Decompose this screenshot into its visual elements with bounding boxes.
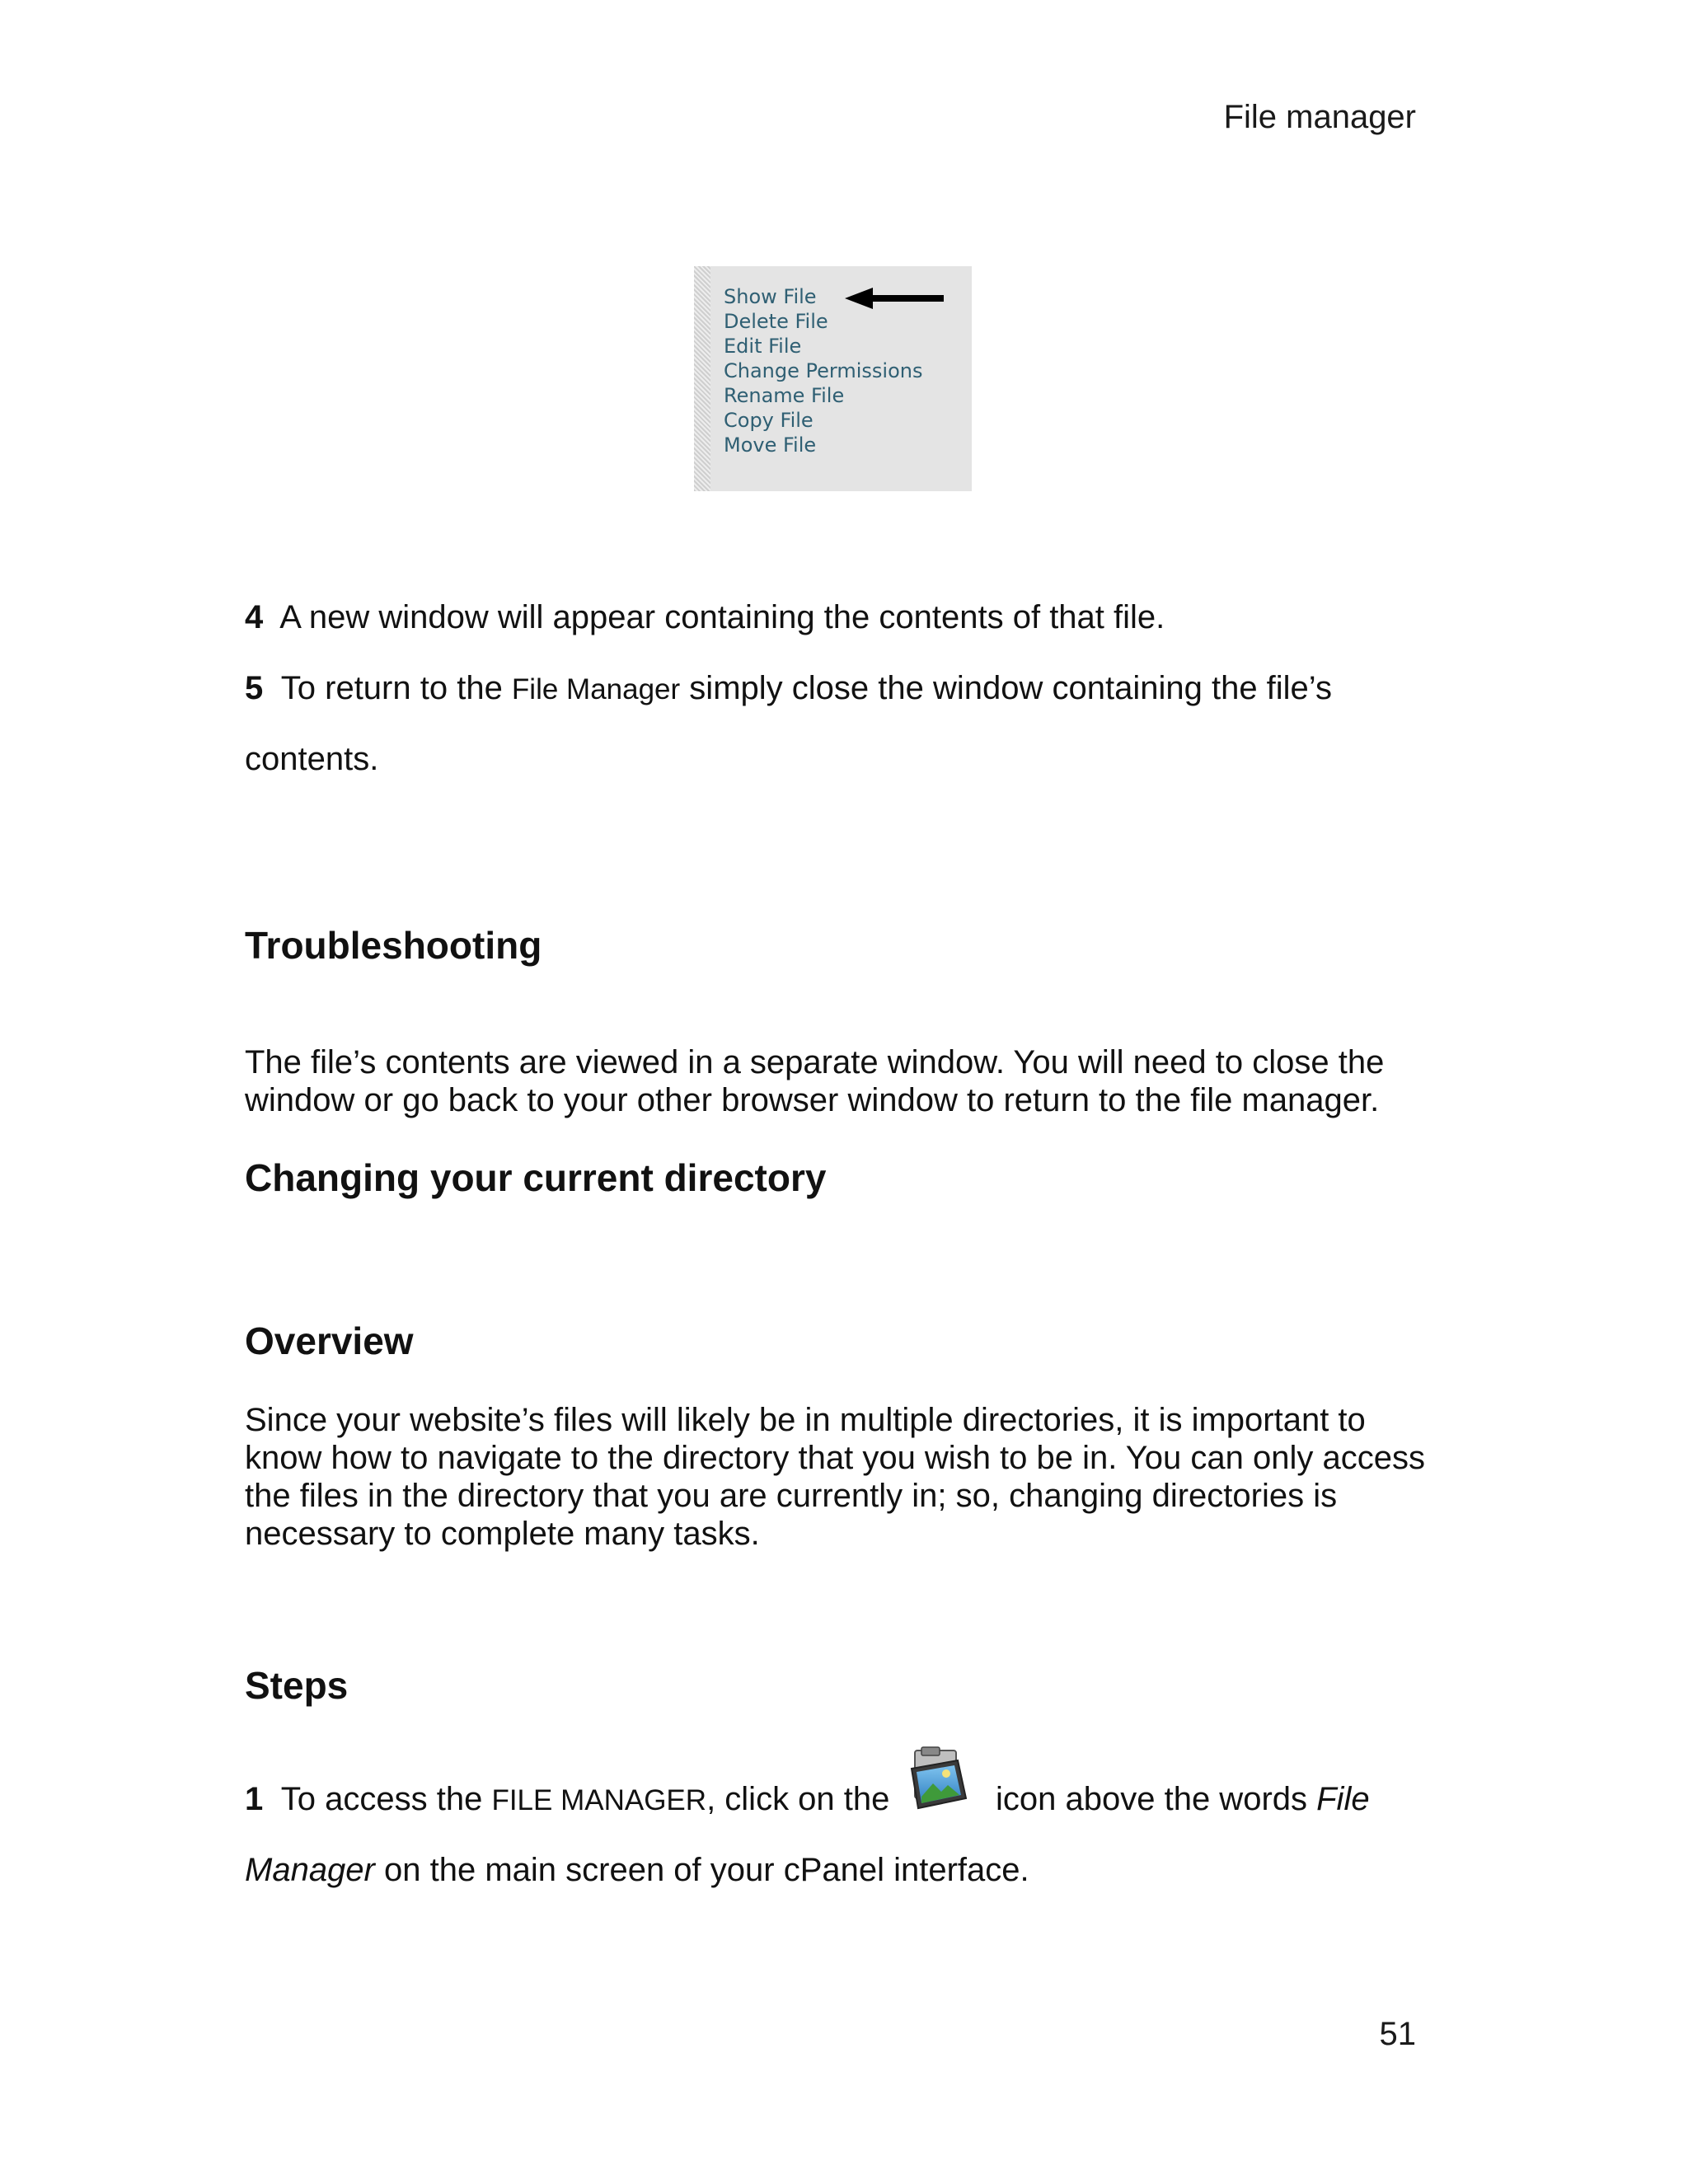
step-1-continued — [245, 1851, 1029, 1889]
troubleshooting-paragraph — [245, 1043, 1448, 1119]
step-5 — [245, 669, 1332, 709]
overview-paragraph — [245, 1401, 1448, 1553]
menu-item-move-file: Move File — [724, 434, 817, 457]
step-text: , click on the — [706, 1781, 890, 1817]
file-manager-term: File Manager — [511, 673, 681, 705]
paragraph-line: The file’s contents are viewed in a separate window. You will need to close the — [245, 1044, 1385, 1080]
overview-heading: Overview — [245, 1319, 414, 1362]
menu-item-delete-file: Delete File — [724, 310, 828, 333]
paragraph-line: know how to navigate to the directory that you wish to be in. You can only access — [245, 1440, 1425, 1476]
menu-item-edit-file: Edit File — [724, 335, 802, 358]
step-5-continued: contents. — [245, 741, 379, 777]
step-4 — [245, 598, 1165, 636]
menu-item-change-permissions: Change Permissions — [724, 359, 923, 382]
file-manager-italic: Manager — [245, 1852, 375, 1888]
steps-heading: Steps — [245, 1664, 349, 1707]
changing-directory-heading: Changing your current directory — [245, 1156, 827, 1199]
step-text: simply close the window containing the file’s — [680, 670, 1332, 706]
paragraph-line: window or go back to your other browser window to return to the file manager. — [245, 1082, 1380, 1118]
file-actions-menu-screenshot — [694, 266, 972, 491]
paragraph-line: necessary to complete many tasks. — [245, 1516, 760, 1552]
paragraph-line: the files in the directory that you are currently in; so, changing directories is — [245, 1478, 1338, 1514]
step-text: on the main screen of your cPanel interface. — [374, 1852, 1029, 1888]
file-manager-italic: File — [1316, 1781, 1370, 1817]
page-number: 51 — [1379, 2016, 1416, 2052]
menu-border-stripe — [694, 266, 710, 491]
running-header: File manager — [1223, 99, 1416, 135]
file-manager-icon — [907, 1746, 971, 1811]
file-manager-term: FILE MANAGER — [491, 1784, 707, 1816]
step-text: icon above the words — [996, 1781, 1317, 1817]
paragraph-line: Since your website’s files will likely be in multiple directories, it is important to — [245, 1402, 1366, 1438]
menu-item-rename-file: Rename File — [724, 384, 845, 407]
step-1 — [245, 1780, 889, 1820]
menu-item-copy-file: Copy File — [724, 409, 814, 432]
troubleshooting-heading: Troubleshooting — [245, 924, 542, 967]
left-arrow-icon — [845, 288, 944, 309]
step-number: 1 — [245, 1781, 264, 1817]
step-text: To access the — [280, 1781, 492, 1817]
menu-item-show-file: Show File — [724, 285, 817, 308]
step-number: 4 — [245, 599, 264, 635]
step-1-after-icon — [996, 1780, 1370, 1818]
step-text: A new window will appear containing the contents of that file. — [279, 599, 1165, 635]
step-number: 5 — [245, 670, 264, 706]
file-actions-menu — [724, 284, 922, 457]
step-text: To return to the — [280, 670, 512, 706]
